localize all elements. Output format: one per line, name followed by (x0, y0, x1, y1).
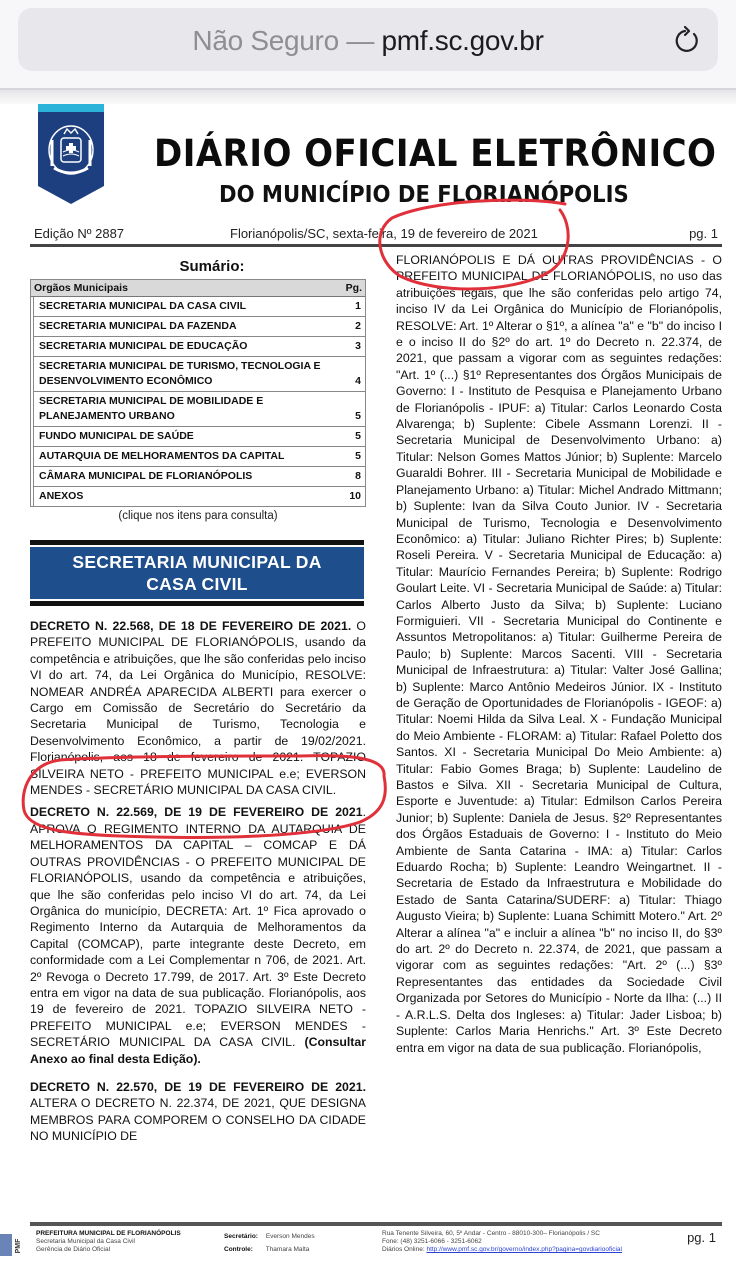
summary-item[interactable] (33, 317, 365, 337)
masthead-title: DIÁRIO OFICIAL ELETRÔNICO (154, 132, 717, 175)
footer-phone: Fone: (48) 3251-6066 - 3251-6062 (382, 1238, 482, 1245)
right-column-text: FLORIANÓPOLIS E DÁ OUTRAS PROVIDÊNCIAS - O PREFEITO MUNICIPAL DE FLORIANÓPOLIS, no uso das atribuições legais, que lhe são conferidas pelo artigo 74, inciso IV da Lei Orgânica do Município de Florianópolis, RESOLVE: Art. 1º Alterar o §1º, a alínea "a" e "b" do inciso I e o inciso II do §2º do art. 1º do Decreto n. 22.374, de 2021, que passam a vigorar com as seguintes redações: "Art. 1º (...) §1º Representantes dos Órgãos Municipais de Governo: I - Instituto de Pesquisa e Planejamento Urbano de Florianópolis - IPUF: a) Titular: Carlos Leonardo Costa Alvarenga; b) Suplente: Cibele Assmann Lorenzi. II - Secretaria Municipal de Desenvolvimento Urbano: a) Titular: Nelson Gomes Mattos Júnior; b) Suplente: Marcelo Guaraldi Bohrer. III - Secretaria Municipal de Mobilidade e Planejamento Urbano: a) Titular: Michel Andrado Mittmann; b) Suplente: Ivan da Silva Couto Junior. IV - Secretaria Municipal de Turismo, Tecnologia e Desenvolvimento Econômico: a) Titular: Juliano Richter Pires; b) Suplente: Roseli Pereira. V - Secretaria Municipal de Educação: a) Titular: Maurício Fernandes Pereira; b) Suplente: Rodrigo Goulart Leite. VI - Secretaria Municipal de Saúde: a) Titular: Carlos Alberto Justo da Silva; b) Suplente: Luciano Formiguieri. VII - Secretaria Municipal do Continente e Assuntos Metropolitanos: a) Titular: Guilherme Pereira de Paulo; b) Suplente: Marcos Sacenti. VIII - Secretaria Municipal de Infraestrutura: a) Titular: Valter José Gallina; b) Suplente: Marco Antônio Medeiros Júnior. IX - Instituto de Geração de Oportunidades de Florianópolis - IGEOF: a) Titular: Noemi Hilda da Silva Leal. X - Fundação Municipal do Meio Ambiente - FLORAM: a) Titular: Rafael Poletto dos Santos. XI - Secretaria Municipal Do Meio Ambiente: a) Titular: Fabio Gomes Braga; b) Suplente: Laudelino de Bastos e Silva. XII - Secretaria Municipal de Cultura, Esporte e Juventude: a) Titular: Edmilson Carlos Pereira Junior; b) Suplente: Daniela de Jesus. §2º Representantes dos Órgãos Estaduais de Governo: I - Instituto do Meio Ambiente de Santa Catarina - IMA: a) Titular: Carlos Eduardo Rocha; b) Suplente: Leandro Weingartnet. II - Secretaria de Estado da Infraestrutura e Mobilidade do Estado de Santa Catarina/SUDERF: a) Titular: Thiago Augusto Vieira; b) Suplente: Luana Schimitt Motero." Art. 2º Alterar a alínea "a" e incluir a alínea "b" no inciso II, do §3º do art. 2º do Decreto n. 22.374, de 2021, que passam a vigorar com as seguintes redações: "Art. 2º (...) §3º Representantes das entidades da Sociedade Civil Organizada por Setores do Município - Norte da Ilha: (...) II - A.R.L.S. Delta dos Ingleses: a) Titular: Jader Lisboa; b) Suplente: Carlos Maria Henrichs." Art. 3º Este Decreto entra em vigor na data de sua publicação. Florianópolis, (396, 253, 722, 1055)
section-title-line2: CASA CIVIL (146, 574, 248, 594)
summary-item-page: 2 (355, 320, 361, 332)
decree-heading: DECRETO N. 22.569, DE 19 DE FEVEREIRO DE 2021 (30, 805, 363, 820)
summary-item-label: SECRETARIA MUNICIPAL DE EDUCAÇÃO (39, 340, 248, 352)
summary-item-label: SECRETARIA MUNICIPAL DA CASA CIVIL (39, 300, 247, 312)
summary-item-page: 4 (355, 375, 361, 387)
edition-date: Florianópolis/SC, sexta-feira, 19 de fevereiro de 2021 (230, 226, 538, 241)
masthead-subtitle: DO MUNICÍPIO DE FLORIANÓPOLIS (219, 182, 629, 208)
summary-item[interactable] (33, 297, 365, 317)
footer-online-label: Diários Online: (382, 1246, 425, 1253)
pmf-logo-icon (0, 1230, 26, 1260)
summary-item-page: 10 (349, 490, 361, 502)
summary-note: (clique nos itens para consulta) (118, 510, 278, 522)
summary-item-label: SECRETARIA MUNICIPAL DA FAZENDA (39, 320, 237, 332)
decree-heading: DECRETO N. 22.568, DE 18 DE FEVEREIRO DE 2021. (30, 619, 352, 633)
summary-header-page: Pg. (345, 282, 362, 294)
decree-22568 (30, 618, 366, 798)
secretary-name: Everson Mendes (265, 1233, 315, 1240)
footer-divider (30, 1222, 722, 1226)
reload-icon[interactable] (672, 25, 702, 55)
edition-line (34, 224, 720, 246)
summary-item[interactable] (33, 467, 365, 487)
summary-item-page: 5 (355, 430, 361, 442)
secretary-label: Secretário: (224, 1233, 258, 1240)
control-label: Controle: (224, 1246, 253, 1253)
coat-of-arms-icon (38, 104, 104, 204)
section-title-line1: SECRETARIA MUNICIPAL DA (72, 552, 322, 572)
summary-header-label: Orgãos Municipais (34, 282, 128, 294)
url-domain: pmf.sc.gov.br (381, 25, 544, 56)
decree-body: O PREFEITO MUNICIPAL DE FLORIANÓPOLIS, usando da competência e atribuições, que lhe são conferidas pelo inciso VI do art. 74, da Lei Orgânica do Município, RESOLVE: NOMEAR ANDRÉA APARECIDA ALBERTI para exercer o Cargo em Comissão de Secretário do Secretário da Secretaria Municipal de Turismo, Tecnologia e Desenvolvimento Econômico, a partir de 19/02/2021. Florianópolis, aos 18 de fevereiro de 2021. TOPAZIO SILVEIRA NETO - PREFEITO MUNICIPAL e.e; EVERSON MENDES - SECRETÁRIO MUNICIPAL DA CASA CIVIL. (30, 619, 366, 798)
summary-item-label: SECRETARIA MUNICIPAL DE TURISMO, TECNOLOGIA E DESENVOLVIMENTO ECONÔMICO (39, 360, 321, 387)
edition-number: Edição Nº 2887 (34, 226, 125, 241)
summary-header (31, 280, 365, 297)
footer-org-name: PREFEITURA MUNICIPAL DE FLORIANÓPOLIS (36, 1230, 181, 1237)
security-status: Não Seguro — (192, 25, 375, 56)
summary-item-page: 5 (355, 410, 361, 422)
address-bar[interactable] (18, 8, 718, 71)
summary-item-page: 3 (355, 340, 361, 352)
footer-page-number: pg. 1 (687, 1230, 716, 1245)
summary-item-label: AUTARQUIA DE MELHORAMENTOS DA CAPITAL (39, 450, 285, 462)
summary-item-label: SECRETARIA MUNICIPAL DE MOBILIDADE E PLANEJAMENTO URBANO (39, 395, 264, 422)
summary-item[interactable] (33, 337, 365, 357)
page-number: pg. 1 (689, 226, 718, 241)
summary-item-label: CÂMARA MUNICIPAL DE FLORIANÓPOLIS (39, 470, 253, 482)
summary-item-page: 5 (355, 450, 361, 462)
footer-contact (382, 1230, 622, 1254)
summary-item[interactable] (33, 447, 365, 467)
section-banner (30, 540, 364, 606)
summary-item[interactable] (33, 427, 365, 447)
footer-address: Rua Tenente Silveira, 60, 5º Andar - Centro - 88010-300– Florianópolis / SC (382, 1230, 600, 1237)
svg-text:PMF: PMF (15, 1238, 22, 1254)
summary-table (30, 279, 366, 507)
summary-title: Sumário: (179, 258, 245, 275)
document-page (0, 104, 736, 1280)
browser-toolbar (0, 0, 736, 88)
toolbar-shadow (0, 90, 736, 104)
summary-item-label: FUNDO MUNICIPAL DE SAÚDE (39, 430, 194, 442)
page-footer (0, 1228, 736, 1278)
left-column (30, 250, 366, 1145)
decree-22570 (30, 1079, 366, 1145)
control-name: Thamara Malta (265, 1246, 310, 1253)
footer-org-dept: Secretaria Municipal da Casa Civil (36, 1238, 135, 1245)
summary-item-page: 1 (355, 300, 361, 312)
footer-staff (224, 1230, 315, 1256)
diario-online-link[interactable]: http://www.pmf.sc.gov.br/governo/index.php?pagina=govdiariooficial (426, 1246, 622, 1253)
decree-heading: DECRETO N. 22.570, DE 19 DE FEVEREIRO DE 2021. (30, 1079, 366, 1094)
decree-body: ALTERA O DECRETO N. 22.374, DE 2021, QUE DESIGNA MEMBROS PARA COMPOREM O CONSELHO DA CIDADE NO MUNICÍPIO DE (30, 1096, 366, 1144)
summary-item[interactable] (33, 392, 365, 427)
summary-item-page: 8 (355, 470, 361, 482)
summary-item[interactable] (33, 357, 365, 392)
decree-body: . APROVA O REGIMENTO INTERNO DA AUTARQUIA DE MELHORAMENTOS DA CAPITAL – COMCAP E DÁ OUTRAS PROVIDÊNCIAS - O PREFEITO MUNICIPAL DE FLORIANÓPOLIS, usando da competência e atribuições, que lhe são conferidas pelo inciso VI do art. 74, da Lei Orgânica do município, DECRETA: Art. 1º Fica aprovado o Regimento Interno da Autarquia de Melhoramentos da Capital (COMCAP), parte integrante deste Decreto, em conformidade com a Lei Complementar n 706, de 2021. Art. 2º Revoga o Decreto 17.799, de 2017. Art. 3º Este Decreto entra em vigor na data de sua publicação. Florianópolis, aos 19 de fevereiro de 2021. TOPAZIO SILVEIRA NETO -PREFEITO MUNICIPAL e.e; EVERSON MENDES - SECRETÁRIO MUNICIPAL DA CASA CIVIL. (30, 805, 366, 1050)
footer-org-unit: Gerência de Diário Oficial (36, 1246, 111, 1253)
footer-organization (36, 1230, 181, 1254)
decree-22569 (30, 804, 366, 1067)
summary-item[interactable] (33, 487, 365, 506)
header-divider (30, 244, 722, 247)
summary-item-label: ANEXOS (39, 490, 84, 502)
decree-annex-note: (Consultar Anexo ao final desta Edição). (30, 1035, 366, 1066)
